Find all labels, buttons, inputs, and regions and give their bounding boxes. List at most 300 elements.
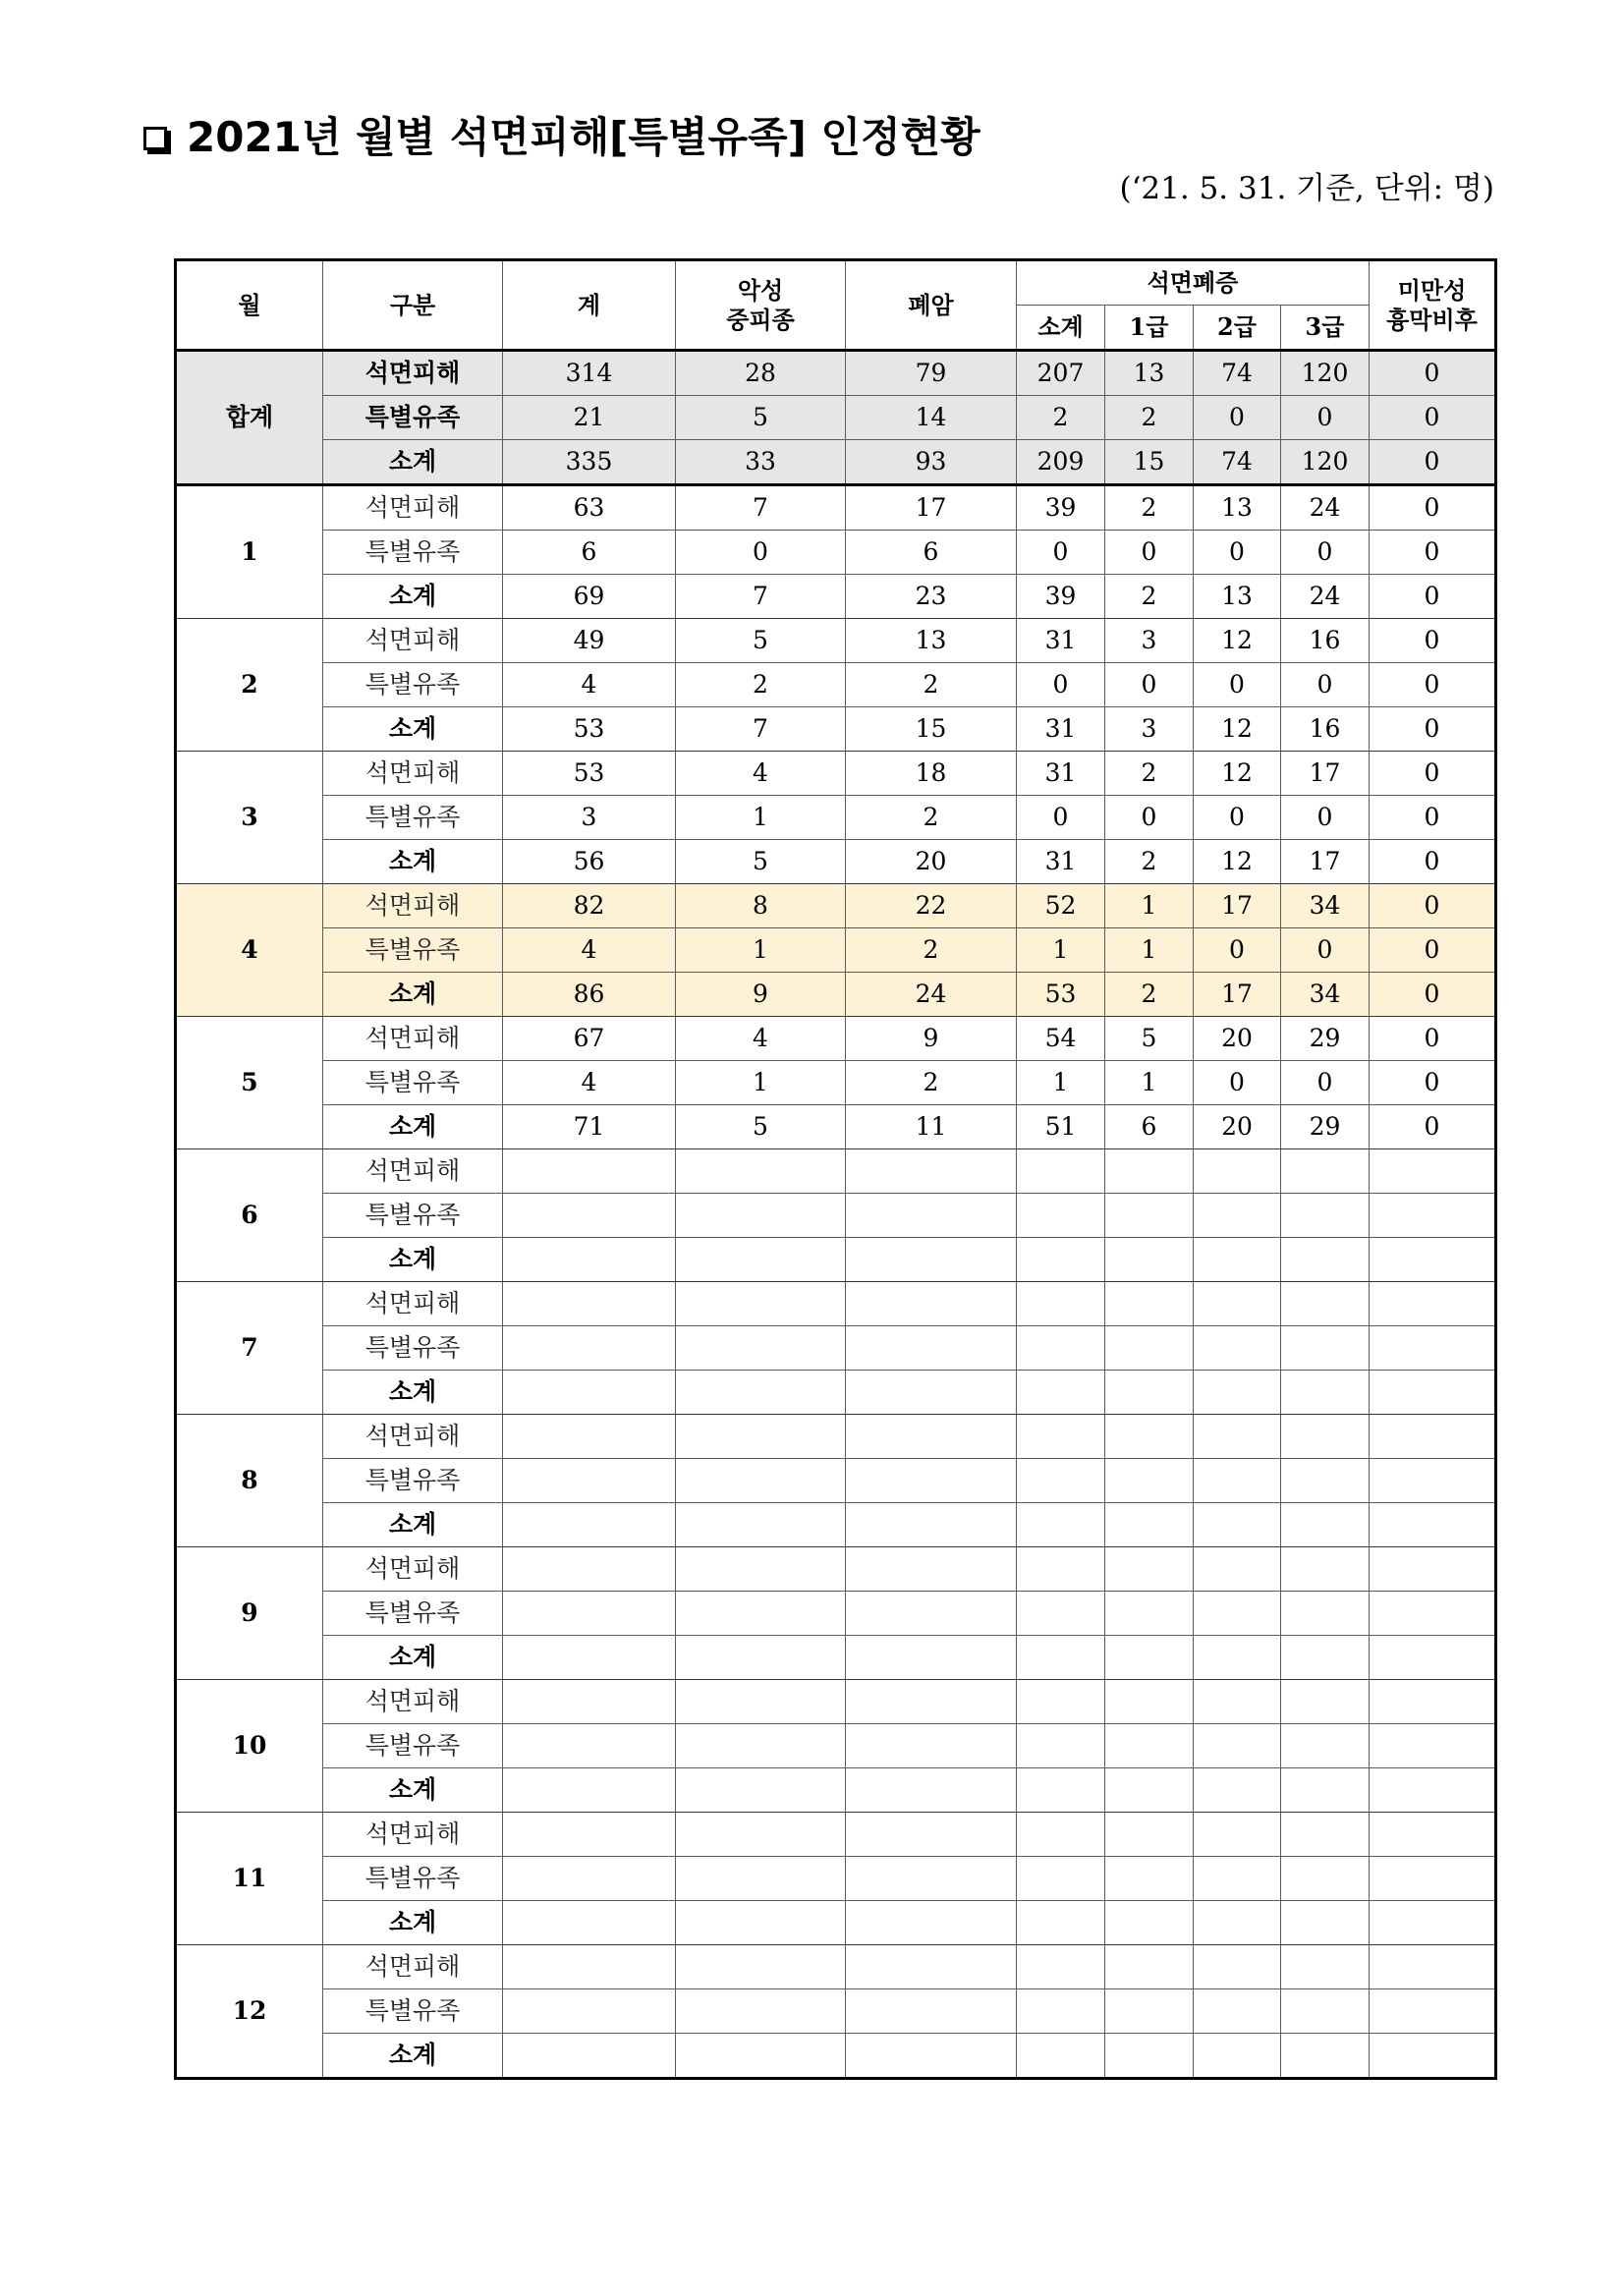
lung-cancer-cell: 14 (846, 396, 1017, 440)
lung-cancer-cell: 2 (846, 1061, 1017, 1105)
mesothelioma-cell (676, 1149, 846, 1194)
asbestosis-grade2-cell (1194, 1945, 1281, 1989)
category-cell: 특별유족 (323, 1326, 503, 1371)
asbestosis-grade3-cell: 24 (1281, 485, 1370, 531)
asbestosis-grade1-cell: 0 (1105, 531, 1194, 575)
lung-cancer-cell: 23 (846, 575, 1017, 619)
table-row (176, 1238, 1496, 1282)
pleural-thickening-cell (1370, 1459, 1496, 1503)
category-cell: 소계 (323, 707, 503, 752)
lung-cancer-cell (846, 1857, 1017, 1901)
asbestosis-grade2-cell (1194, 1547, 1281, 1592)
asbestosis-subtotal-cell (1017, 1547, 1105, 1592)
mesothelioma-cell: 5 (676, 1105, 846, 1149)
asbestosis-grade1-cell (1105, 1149, 1194, 1194)
total-count-cell: 6 (503, 531, 676, 575)
lung-cancer-cell (846, 1901, 1017, 1945)
grand-total-row (176, 440, 1496, 485)
asbestosis-grade2-cell: 0 (1194, 531, 1281, 575)
header-mesothelioma-line-1: 악성 (737, 275, 784, 305)
lung-cancer-cell (846, 1238, 1017, 1282)
asbestosis-grade3-cell: 0 (1281, 1061, 1370, 1105)
asbestosis-grade1-cell (1105, 1503, 1194, 1547)
asbestosis-grade1-cell: 2 (1105, 840, 1194, 884)
asbestosis-grade1-cell: 0 (1105, 663, 1194, 707)
asbestosis-grade2-cell (1194, 1636, 1281, 1680)
header-category: 구분 (323, 260, 503, 351)
asbestosis-grade3-cell (1281, 1680, 1370, 1724)
header-asbestosis-grade3: 3급 (1281, 306, 1370, 351)
lung-cancer-cell (846, 1415, 1017, 1459)
pleural-thickening-cell: 0 (1370, 575, 1496, 619)
category-cell: 소계 (323, 440, 503, 485)
asbestosis-grade1-cell (1105, 1459, 1194, 1503)
month-label: 10 (176, 1680, 323, 1813)
lung-cancer-cell: 9 (846, 1017, 1017, 1061)
lung-cancer-cell: 2 (846, 796, 1017, 840)
asbestosis-subtotal-cell: 1 (1017, 1061, 1105, 1105)
asbestosis-subtotal-cell (1017, 1768, 1105, 1813)
mesothelioma-cell: 1 (676, 796, 846, 840)
table-row (176, 1547, 1496, 1592)
asbestosis-subtotal-cell: 54 (1017, 1017, 1105, 1061)
lung-cancer-cell: 2 (846, 663, 1017, 707)
total-count-cell: 86 (503, 973, 676, 1017)
mesothelioma-cell (676, 1945, 846, 1989)
asbestosis-subtotal-cell (1017, 1503, 1105, 1547)
category-cell: 석면피해 (323, 884, 503, 928)
total-count-cell: 21 (503, 396, 676, 440)
header-mesothelioma (676, 260, 846, 351)
asbestosis-grade3-cell (1281, 1636, 1370, 1680)
table-row (176, 1061, 1496, 1105)
pleural-thickening-cell (1370, 1326, 1496, 1371)
category-cell: 특별유족 (323, 1989, 503, 2034)
month-label: 6 (176, 1149, 323, 1282)
category-cell: 석면피해 (323, 1149, 503, 1194)
asbestosis-subtotal-cell (1017, 2034, 1105, 2079)
mesothelioma-cell: 2 (676, 663, 846, 707)
category-cell: 석면피해 (323, 619, 503, 663)
asbestosis-grade2-cell (1194, 1503, 1281, 1547)
lung-cancer-cell: 13 (846, 619, 1017, 663)
pleural-thickening-cell (1370, 1989, 1496, 2034)
pleural-thickening-cell (1370, 1547, 1496, 1592)
pleural-thickening-cell (1370, 1282, 1496, 1326)
asbestosis-grade3-cell: 0 (1281, 663, 1370, 707)
table-row (176, 1282, 1496, 1326)
pleural-thickening-cell: 0 (1370, 396, 1496, 440)
asbestosis-grade1-cell (1105, 1636, 1194, 1680)
asbestosis-grade1-cell: 3 (1105, 619, 1194, 663)
asbestosis-subtotal-cell: 0 (1017, 796, 1105, 840)
mesothelioma-cell: 5 (676, 619, 846, 663)
total-count-cell: 4 (503, 928, 676, 973)
category-cell: 소계 (323, 575, 503, 619)
asbestosis-grade3-cell: 16 (1281, 619, 1370, 663)
pleural-thickening-cell: 0 (1370, 707, 1496, 752)
lung-cancer-cell (846, 1945, 1017, 1989)
asbestosis-subtotal-cell (1017, 1989, 1105, 2034)
asbestosis-subtotal-cell: 2 (1017, 396, 1105, 440)
category-cell: 특별유족 (323, 1592, 503, 1636)
lung-cancer-cell: 79 (846, 351, 1017, 396)
asbestosis-grade2-cell: 13 (1194, 575, 1281, 619)
asbestosis-grade2-cell: 0 (1194, 396, 1281, 440)
asbestosis-grade3-cell: 29 (1281, 1105, 1370, 1149)
table-row (176, 2034, 1496, 2079)
total-count-cell (503, 1459, 676, 1503)
asbestosis-grade1-cell: 1 (1105, 1061, 1194, 1105)
mesothelioma-cell (676, 1901, 846, 1945)
asbestosis-grade1-cell (1105, 2034, 1194, 2079)
asbestosis-grade2-cell (1194, 1326, 1281, 1371)
asbestosis-grade2-cell: 74 (1194, 440, 1281, 485)
mesothelioma-cell: 1 (676, 928, 846, 973)
asbestosis-subtotal-cell (1017, 1415, 1105, 1459)
asbestosis-grade2-cell (1194, 1238, 1281, 1282)
asbestosis-subtotal-cell (1017, 1813, 1105, 1857)
monthly-recognition-table (174, 258, 1497, 2080)
pleural-thickening-cell: 0 (1370, 440, 1496, 485)
asbestosis-grade1-cell: 6 (1105, 1105, 1194, 1149)
mesothelioma-cell (676, 1989, 846, 2034)
category-cell: 석면피해 (323, 485, 503, 531)
asbestosis-grade1-cell (1105, 1901, 1194, 1945)
asbestosis-subtotal-cell (1017, 1945, 1105, 1989)
asbestosis-grade3-cell: 16 (1281, 707, 1370, 752)
asbestosis-grade3-cell (1281, 1724, 1370, 1768)
category-cell: 소계 (323, 973, 503, 1017)
header-month: 월 (176, 260, 323, 351)
asbestosis-grade3-cell: 17 (1281, 752, 1370, 796)
category-cell: 소계 (323, 840, 503, 884)
pleural-thickening-cell: 0 (1370, 619, 1496, 663)
total-count-cell (503, 1282, 676, 1326)
asbestosis-grade3-cell: 0 (1281, 928, 1370, 973)
asbestosis-grade3-cell (1281, 1459, 1370, 1503)
total-count-cell (503, 1857, 676, 1901)
asbestosis-subtotal-cell (1017, 1636, 1105, 1680)
total-count-cell: 67 (503, 1017, 676, 1061)
pleural-thickening-cell: 0 (1370, 485, 1496, 531)
table-row (176, 707, 1496, 752)
asbestosis-subtotal-cell (1017, 1194, 1105, 1238)
asbestosis-grade2-cell (1194, 1149, 1281, 1194)
asbestosis-grade1-cell: 2 (1105, 752, 1194, 796)
asbestosis-grade3-cell: 17 (1281, 840, 1370, 884)
pleural-thickening-cell (1370, 1857, 1496, 1901)
mesothelioma-cell: 8 (676, 884, 846, 928)
pleural-thickening-cell: 0 (1370, 1061, 1496, 1105)
header-pleural-thickening-line-2: 흉막비후 (1386, 305, 1478, 334)
page-title (143, 110, 980, 165)
mesothelioma-cell: 9 (676, 973, 846, 1017)
category-cell: 소계 (323, 1105, 503, 1149)
header-mesothelioma-line-2: 중피종 (726, 305, 795, 334)
asbestosis-grade2-cell: 20 (1194, 1017, 1281, 1061)
table-row (176, 840, 1496, 884)
asbestosis-grade1-cell (1105, 1415, 1194, 1459)
table-row (176, 1945, 1496, 1989)
category-cell: 특별유족 (323, 663, 503, 707)
asbestosis-subtotal-cell (1017, 1857, 1105, 1901)
mesothelioma-cell: 7 (676, 707, 846, 752)
lung-cancer-cell: 18 (846, 752, 1017, 796)
square-shadow-bullet-icon (143, 127, 167, 150)
total-count-cell: 69 (503, 575, 676, 619)
pleural-thickening-cell: 0 (1370, 973, 1496, 1017)
category-cell: 특별유족 (323, 1724, 503, 1768)
table-row (176, 575, 1496, 619)
asbestosis-grade1-cell (1105, 1371, 1194, 1415)
asbestosis-grade2-cell (1194, 1680, 1281, 1724)
asbestosis-grade3-cell (1281, 1238, 1370, 1282)
header-pleural-thickening-line-1: 미만성 (1397, 275, 1467, 305)
table-row (176, 1680, 1496, 1724)
pleural-thickening-cell: 0 (1370, 796, 1496, 840)
asbestosis-grade1-cell (1105, 1238, 1194, 1282)
month-label: 1 (176, 485, 323, 619)
asbestosis-grade3-cell (1281, 1592, 1370, 1636)
mesothelioma-cell: 1 (676, 1061, 846, 1105)
asbestosis-grade1-cell (1105, 1680, 1194, 1724)
asbestosis-grade3-cell (1281, 1194, 1370, 1238)
asbestosis-grade3-cell: 24 (1281, 575, 1370, 619)
category-cell: 특별유족 (323, 1857, 503, 1901)
header-row-top (176, 260, 1496, 306)
month-label: 9 (176, 1547, 323, 1680)
category-cell: 석면피해 (323, 351, 503, 396)
mesothelioma-cell: 4 (676, 752, 846, 796)
lung-cancer-cell: 6 (846, 531, 1017, 575)
table-row (176, 1371, 1496, 1415)
asbestosis-subtotal-cell: 53 (1017, 973, 1105, 1017)
total-count-cell (503, 1194, 676, 1238)
asbestosis-subtotal-cell (1017, 1326, 1105, 1371)
asbestosis-grade2-cell: 12 (1194, 752, 1281, 796)
asbestosis-grade2-cell: 0 (1194, 928, 1281, 973)
table-row (176, 1592, 1496, 1636)
total-count-cell: 63 (503, 485, 676, 531)
asbestosis-grade3-cell: 0 (1281, 396, 1370, 440)
pleural-thickening-cell (1370, 1901, 1496, 1945)
pleural-thickening-cell (1370, 1149, 1496, 1194)
asbestosis-subtotal-cell (1017, 1371, 1105, 1415)
asbestosis-grade2-cell: 12 (1194, 619, 1281, 663)
table-row (176, 796, 1496, 840)
lung-cancer-cell: 15 (846, 707, 1017, 752)
asbestosis-grade2-cell (1194, 2034, 1281, 2079)
category-cell: 석면피해 (323, 1813, 503, 1857)
month-label: 5 (176, 1017, 323, 1149)
lung-cancer-cell (846, 1636, 1017, 1680)
asbestosis-grade1-cell (1105, 1945, 1194, 1989)
asbestosis-grade1-cell (1105, 1989, 1194, 2034)
mesothelioma-cell: 0 (676, 531, 846, 575)
asbestosis-grade1-cell (1105, 1857, 1194, 1901)
table-row (176, 1901, 1496, 1945)
category-cell: 소계 (323, 1636, 503, 1680)
mesothelioma-cell: 5 (676, 396, 846, 440)
total-count-cell: 4 (503, 1061, 676, 1105)
category-cell: 특별유족 (323, 796, 503, 840)
table-row (176, 1459, 1496, 1503)
pleural-thickening-cell: 0 (1370, 884, 1496, 928)
lung-cancer-cell (846, 1371, 1017, 1415)
pleural-thickening-cell (1370, 2034, 1496, 2079)
total-count-cell (503, 1813, 676, 1857)
lung-cancer-cell (846, 1326, 1017, 1371)
asbestosis-grade2-cell: 17 (1194, 973, 1281, 1017)
asbestosis-grade3-cell (1281, 1901, 1370, 1945)
asbestosis-grade3-cell: 34 (1281, 884, 1370, 928)
category-cell: 소계 (323, 2034, 503, 2079)
table-row (176, 1415, 1496, 1459)
asbestosis-subtotal-cell (1017, 1724, 1105, 1768)
total-count-cell: 335 (503, 440, 676, 485)
table-row (176, 1149, 1496, 1194)
header-asbestosis-grade1: 1급 (1105, 306, 1194, 351)
mesothelioma-cell: 7 (676, 575, 846, 619)
asbestosis-grade2-cell (1194, 1371, 1281, 1415)
table-row (176, 1768, 1496, 1813)
lung-cancer-cell: 20 (846, 840, 1017, 884)
asbestosis-grade2-cell (1194, 1282, 1281, 1326)
month-label: 4 (176, 884, 323, 1017)
mesothelioma-cell (676, 1680, 846, 1724)
pleural-thickening-cell: 0 (1370, 351, 1496, 396)
mesothelioma-cell (676, 1768, 846, 1813)
category-cell: 석면피해 (323, 1017, 503, 1061)
pleural-thickening-cell: 0 (1370, 531, 1496, 575)
total-count-cell (503, 1989, 676, 2034)
category-cell: 특별유족 (323, 928, 503, 973)
asbestosis-grade3-cell (1281, 1945, 1370, 1989)
category-cell: 소계 (323, 1503, 503, 1547)
pleural-thickening-cell (1370, 1371, 1496, 1415)
pleural-thickening-cell (1370, 1194, 1496, 1238)
asbestosis-grade3-cell: 29 (1281, 1017, 1370, 1061)
asbestosis-subtotal-cell: 39 (1017, 485, 1105, 531)
pleural-thickening-cell (1370, 1813, 1496, 1857)
asbestosis-subtotal-cell (1017, 1592, 1105, 1636)
category-cell: 특별유족 (323, 396, 503, 440)
asbestosis-subtotal-cell: 1 (1017, 928, 1105, 973)
total-count-cell (503, 1945, 676, 1989)
total-count-cell (503, 1415, 676, 1459)
category-cell: 소계 (323, 1371, 503, 1415)
asbestosis-grade2-cell: 74 (1194, 351, 1281, 396)
pleural-thickening-cell (1370, 1238, 1496, 1282)
mesothelioma-cell (676, 1415, 846, 1459)
pleural-thickening-cell (1370, 1945, 1496, 1989)
table-row (176, 928, 1496, 973)
lung-cancer-cell (846, 1194, 1017, 1238)
pleural-thickening-cell: 0 (1370, 1105, 1496, 1149)
total-count-cell: 49 (503, 619, 676, 663)
asbestosis-subtotal-cell: 51 (1017, 1105, 1105, 1149)
pleural-thickening-cell (1370, 1592, 1496, 1636)
asbestosis-grade2-cell: 13 (1194, 485, 1281, 531)
asbestosis-grade3-cell (1281, 1149, 1370, 1194)
lung-cancer-cell (846, 1459, 1017, 1503)
category-cell: 소계 (323, 1901, 503, 1945)
asbestosis-grade3-cell: 0 (1281, 796, 1370, 840)
asbestosis-subtotal-cell: 31 (1017, 840, 1105, 884)
asbestosis-grade2-cell (1194, 1592, 1281, 1636)
asbestosis-grade2-cell (1194, 1857, 1281, 1901)
total-count-cell (503, 1149, 676, 1194)
table-body (176, 351, 1496, 2079)
asbestosis-subtotal-cell: 31 (1017, 752, 1105, 796)
asbestosis-grade3-cell: 0 (1281, 531, 1370, 575)
category-cell: 소계 (323, 1238, 503, 1282)
table-row (176, 973, 1496, 1017)
asbestosis-subtotal-cell: 31 (1017, 619, 1105, 663)
lung-cancer-cell (846, 1592, 1017, 1636)
total-count-cell: 56 (503, 840, 676, 884)
month-label: 3 (176, 752, 323, 884)
table-row (176, 1105, 1496, 1149)
asbestosis-grade3-cell (1281, 1415, 1370, 1459)
month-label: 11 (176, 1813, 323, 1945)
lung-cancer-cell (846, 1149, 1017, 1194)
lung-cancer-cell (846, 1680, 1017, 1724)
asbestosis-subtotal-cell: 0 (1017, 531, 1105, 575)
total-count-cell: 53 (503, 707, 676, 752)
asbestosis-grade1-cell (1105, 1768, 1194, 1813)
table-row (176, 1326, 1496, 1371)
asbestosis-grade3-cell (1281, 1547, 1370, 1592)
total-count-cell (503, 1680, 676, 1724)
pleural-thickening-cell: 0 (1370, 928, 1496, 973)
asbestosis-grade3-cell (1281, 1326, 1370, 1371)
asbestosis-grade2-cell: 0 (1194, 1061, 1281, 1105)
asbestosis-grade1-cell: 1 (1105, 884, 1194, 928)
mesothelioma-cell: 28 (676, 351, 846, 396)
total-count-cell (503, 1238, 676, 1282)
table-row (176, 531, 1496, 575)
pleural-thickening-cell (1370, 1636, 1496, 1680)
asbestosis-grade3-cell (1281, 2034, 1370, 2079)
total-count-cell: 82 (503, 884, 676, 928)
pleural-thickening-cell (1370, 1680, 1496, 1724)
asbestosis-grade1-cell (1105, 1724, 1194, 1768)
mesothelioma-cell (676, 1459, 846, 1503)
table-row (176, 752, 1496, 796)
asbestosis-grade1-cell: 5 (1105, 1017, 1194, 1061)
asbestosis-grade1-cell (1105, 1547, 1194, 1592)
asbestosis-grade3-cell (1281, 1989, 1370, 2034)
lung-cancer-cell (846, 1768, 1017, 1813)
table-row (176, 485, 1496, 531)
mesothelioma-cell: 4 (676, 1017, 846, 1061)
table-row (176, 619, 1496, 663)
asbestosis-grade2-cell (1194, 1415, 1281, 1459)
asbestosis-subtotal-cell (1017, 1680, 1105, 1724)
pleural-thickening-cell (1370, 1724, 1496, 1768)
asbestosis-grade3-cell: 120 (1281, 440, 1370, 485)
lung-cancer-cell (846, 1547, 1017, 1592)
table-row (176, 1724, 1496, 1768)
category-cell: 석면피해 (323, 1282, 503, 1326)
asbestosis-grade2-cell (1194, 1724, 1281, 1768)
asbestosis-grade3-cell: 120 (1281, 351, 1370, 396)
asbestosis-subtotal-cell: 39 (1017, 575, 1105, 619)
mesothelioma-cell (676, 1547, 846, 1592)
asbestosis-grade2-cell (1194, 1989, 1281, 2034)
